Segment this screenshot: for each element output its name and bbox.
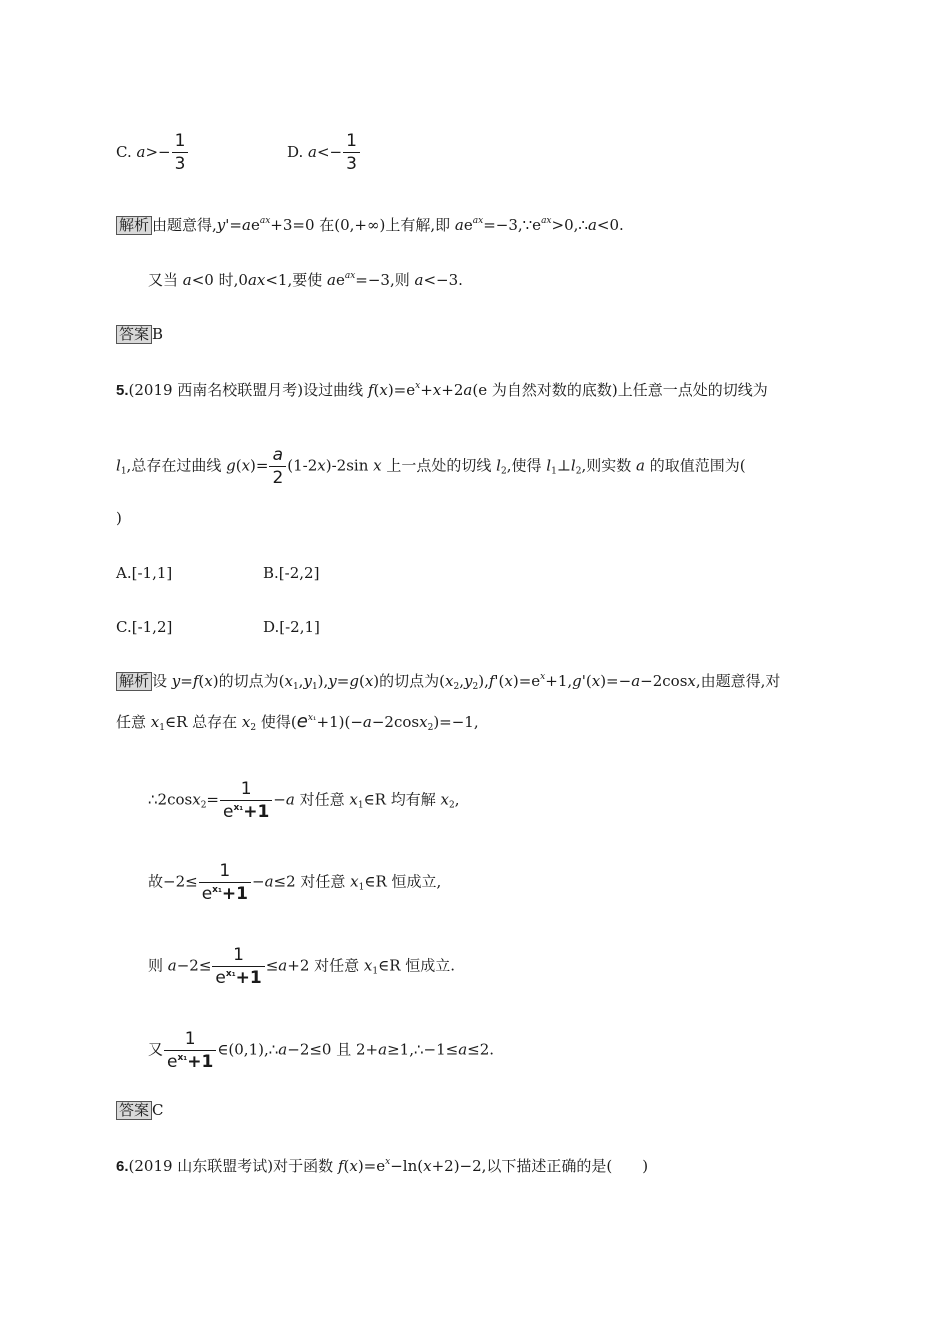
q5-stem-line3: ) [116, 509, 122, 527]
question-number: 6. [116, 1158, 129, 1175]
fraction-one-third: $\frac{1}{3}$ [172, 130, 189, 175]
q4-option-d [286, 131, 361, 174]
q5-options-row1 [116, 563, 319, 583]
q5-stem-line2: $l_1$,总存在过曲线 g(x)= $\frac{a}{2}$ (1-2x)-2sin x 上一点处的切线 $l_2$,使得 $l_1\perp l_2$,则实数 a 的取值范围为( [116, 445, 746, 488]
q5-stem-line1: 5.(2019 西南名校联盟月考)设过曲线 $f(x)=e^x+x+2a(e$ 为自然对数的底数)上任意一点处的切线为 [116, 381, 768, 399]
option-text: a<− [308, 142, 343, 161]
fraction-reciprocal: $\frac{1}{e^{x_1}+1}$ [212, 944, 264, 989]
q4-analysis-line1 [116, 215, 624, 235]
fraction-reciprocal: $\frac{1}{e^{x_1}+1}$ [164, 1028, 216, 1073]
q5-option-c: C.[-1,2] [116, 618, 173, 636]
q5-answer [116, 1100, 164, 1120]
q5-analysis-line6: 又 $\frac{1}{e^{x_1}+1}$ ∈(0,1),∴a−2≤0 且 2+a≥1,∴−1≤a≤2. [148, 1029, 495, 1072]
option-text: a>− [136, 142, 171, 161]
q4-option-c [116, 131, 194, 174]
q5-options-row2 [116, 617, 320, 637]
analysis-tag: 解析 [116, 672, 152, 691]
q4-analysis-line2: 又当 a<0 时,0ax<1,要使 $ae^{ax}=-3$,则 a<−3. [148, 271, 463, 289]
q5-analysis-line1: 解析 设 y=f(x)的切点为$(x_1,y_1),y=g(x)$的切点为$(x_2,y_2),f'(x)=e^x+1,g'(x)=-a-2\cos x$,由题意得,对 [116, 671, 780, 691]
option-label: C. [116, 142, 132, 161]
q5-analysis-line2: 任意 $x_1\in R$ 总存在 $x_2$ 使得$(e^{x_1}+1)(-a-2\cos x_2)=-1$, [116, 711, 479, 733]
fraction-a-over-2: $\frac{a}{2}$ [269, 444, 286, 489]
q5-analysis-line3: ∴2cosx$_2$= $\frac{1}{e^{x_1}+1}$ −a 对任意 $x_1\in R$ 均有解 $x_2$, [148, 779, 460, 822]
fraction-reciprocal: $\frac{1}{e^{x_1}+1}$ [199, 860, 251, 905]
answer-tag: 答案 [116, 1101, 152, 1120]
option-label: D. [286, 142, 304, 161]
q5-analysis-line5: 则 a−2≤ $\frac{1}{e^{x_1}+1}$ ≤a+2 对任意 $x_1\in R$ 恒成立. [148, 945, 456, 988]
answer-tag: 答案 [116, 325, 152, 344]
q5-analysis-line4: 故−2≤ $\frac{1}{e^{x_1}+1}$ −a≤2 对任意 $x_1\in R$ 恒成立, [148, 861, 442, 904]
fraction-reciprocal: $\frac{1}{e^{x_1}+1}$ [220, 778, 272, 823]
answer-value: C [152, 1101, 164, 1119]
q4-options-row [116, 130, 361, 175]
q5-option-a: A.[-1,1] [116, 564, 173, 582]
q6-stem: 6.(2019 山东联盟考试)对于函数 $f(x)=e^x-\ln(x+2)-2$,以下描述正确的是( ) [116, 1157, 649, 1175]
q5-option-b: B.[-2,2] [263, 564, 320, 582]
question-number: 5. [116, 382, 129, 399]
q5-option-d: D.[-2,1] [263, 618, 320, 636]
answer-value: B [152, 325, 164, 343]
q4-answer [116, 324, 163, 344]
fraction-one-third: $\frac{1}{3}$ [343, 130, 360, 175]
q4-analysis-text: 由题意得$,y'=ae^{ax}+3=0$ 在(0,+∞)上有解,即 $ae^{ax}=-3,\because e^{ax}>0,\therefore a<0$. [152, 216, 624, 234]
analysis-tag: 解析 [116, 216, 152, 235]
